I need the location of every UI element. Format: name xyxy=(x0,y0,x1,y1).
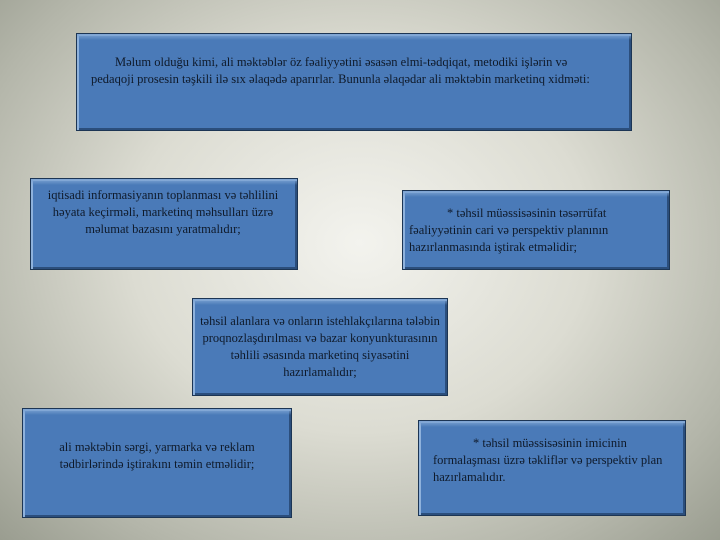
task-box-planning xyxy=(402,190,670,270)
task-box-economic-information xyxy=(30,178,298,270)
task-text-planning: * təhsil müəssisəsinin təsərrüfat fəaliyyətinin cari və perspektiv planının hazırlanmasında iştirak etməlidir; xyxy=(409,206,609,254)
task-text-exhibitions: ali məktəbin sərgi, yarmarka və reklam tədbirlərində iştirakını təmin etməlidir; xyxy=(59,440,255,471)
task-text-economic-information: iqtisadi informasiyanın toplanması və təhlilini həyata keçirməli, marketinq məhsulları üzrə məlumat bazasını yaratmalıdır; xyxy=(47,188,279,236)
task-box-image xyxy=(418,420,686,516)
intro-box xyxy=(76,33,632,131)
task-text-marketing-policy: təhsil alanlara və onların istehlakçılarına tələbin proqnozlaşdırılması və bazar konyunkturasının təhlili əsasında marketinq siyasətini hazırlamalıdır; xyxy=(200,314,440,379)
task-box-exhibitions xyxy=(22,408,292,518)
task-text-image: * təhsil müəssisəsinin imicinin formalaşması üzrə təkliflər və perspektiv plan hazırlamalıdır. xyxy=(433,436,663,484)
task-box-marketing-policy xyxy=(192,298,448,396)
intro-text: Məlum olduğu kimi, ali məktəblər öz fəaliyyətini əsasən elmi-tədqiqat, metodiki işlərin və pedaqoji prosesin təşkili ilə sıx əlaqədə aparırlar. Bununla əlaqədar ali məktəbin marketinq xidməti: xyxy=(91,55,590,86)
